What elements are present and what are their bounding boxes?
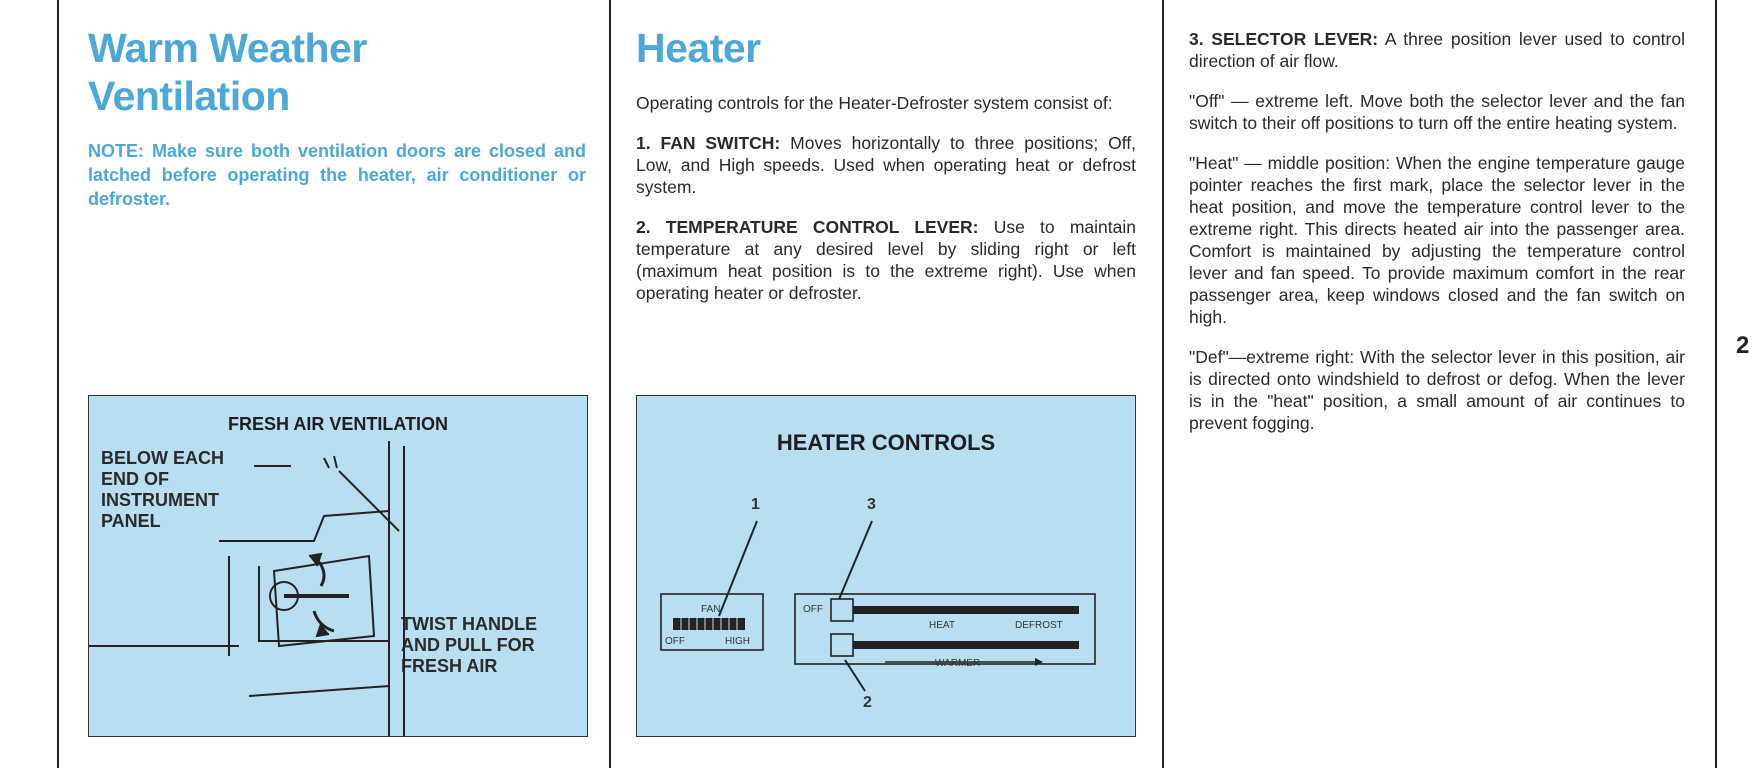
heater-control-panel-illustration xyxy=(637,396,1135,736)
title-line-2: Ventilation xyxy=(88,73,290,119)
lever-off-label: OFF xyxy=(803,604,823,615)
fan-switch-item xyxy=(636,132,1136,198)
off-position-paragraph: "Off" — extreme left. Move both the selector lever and the fan switch to their off positions to turn off the entire heating system. xyxy=(1189,91,1685,133)
heater-controls-figure xyxy=(636,395,1136,737)
temperature-lever-body: Use to maintain temperature at any desired level by sliding right or left (maximum heat position is to the extreme right). Use when operating heater or defroster. xyxy=(636,217,1136,303)
temperature-lever-item xyxy=(636,216,1136,304)
fan-switch-heading: 1. FAN SWITCH: xyxy=(636,133,781,153)
selector-lever-track xyxy=(849,606,1079,614)
section-title-ventilation xyxy=(88,24,568,120)
label-twist-handle: TWIST HANDLE AND PULL FOR FRESH AIR xyxy=(401,614,537,676)
fan-high-label: HIGH xyxy=(725,636,750,647)
callout-3: 3 xyxy=(867,496,876,513)
def-position-paragraph: "Def"—extreme right: With the selector lever in this position, air is directed onto windshield to defrost or defog. When the lever is in the "heat" position, a small amount of air continues to prevent fogging. xyxy=(1189,347,1685,433)
selector-lever-text xyxy=(1189,28,1685,452)
fan-switch-slider xyxy=(673,618,745,630)
fan-off-label: OFF xyxy=(665,636,685,647)
temperature-lever-track xyxy=(849,641,1079,649)
column-rule-right xyxy=(1162,0,1164,768)
callout-1: 1 xyxy=(751,496,760,513)
temperature-lever-heading: 2. TEMPERATURE CONTROL LEVER: xyxy=(636,217,979,237)
heat-position-paragraph: "Heat" — middle position: When the engine temperature gauge pointer reaches the first mark, place the selector lever in the heat position, and move the temperature control lever to the extreme right. This directs heated air into the passenger area. Comfort is maintained by adjusting the temperature control lever and fan speed. To provide maximum comfort in the rear passenger area, keep windows closed and the fan switch on high. xyxy=(1189,153,1685,327)
column-rule-left xyxy=(57,0,59,768)
selector-lever-heading: 3. SELECTOR LEVER: xyxy=(1189,29,1379,49)
figure-title-fresh-air: FRESH AIR VENTILATION xyxy=(228,414,448,434)
fan-label: FAN xyxy=(701,604,721,615)
selector-lever-knob xyxy=(831,599,853,621)
column-rule-edge xyxy=(1715,0,1717,768)
vent-door-illustration xyxy=(89,396,587,736)
section-title-heater: Heater xyxy=(636,25,761,71)
lever-heat-label: HEAT xyxy=(929,620,955,631)
temperature-lever-knob xyxy=(831,634,853,656)
column-rule-middle xyxy=(609,0,611,768)
ventilation-note: NOTE: Make sure both ventilation doors are closed and latched before operating the heater, air conditioner or defroster. xyxy=(88,141,586,209)
heater-intro: Operating controls for the Heater-Defroster system consist of: xyxy=(636,93,1113,113)
lever-defrost-label: DEFROST xyxy=(1015,620,1063,631)
heater-text xyxy=(636,92,1136,322)
title-line-1: Warm Weather xyxy=(88,25,367,71)
selector-lever-item xyxy=(1189,28,1685,72)
fan-switch-body: Moves horizontally to three positions; Off, Low, and High speeds. Used when operating heat or defrost system. xyxy=(636,133,1136,197)
figure-title-heater-controls: HEATER CONTROLS xyxy=(776,430,996,455)
fresh-air-ventilation-figure xyxy=(88,395,588,737)
selector-lever-body: A three position lever used to control direction of air flow. xyxy=(1189,29,1685,71)
label-below-each: BELOW EACH END OF INSTRUMENT PANEL xyxy=(101,448,224,531)
callout-2: 2 xyxy=(863,694,872,711)
lever-warmer-label: WARMER xyxy=(935,658,981,669)
page-number: 2 xyxy=(1736,332,1750,359)
